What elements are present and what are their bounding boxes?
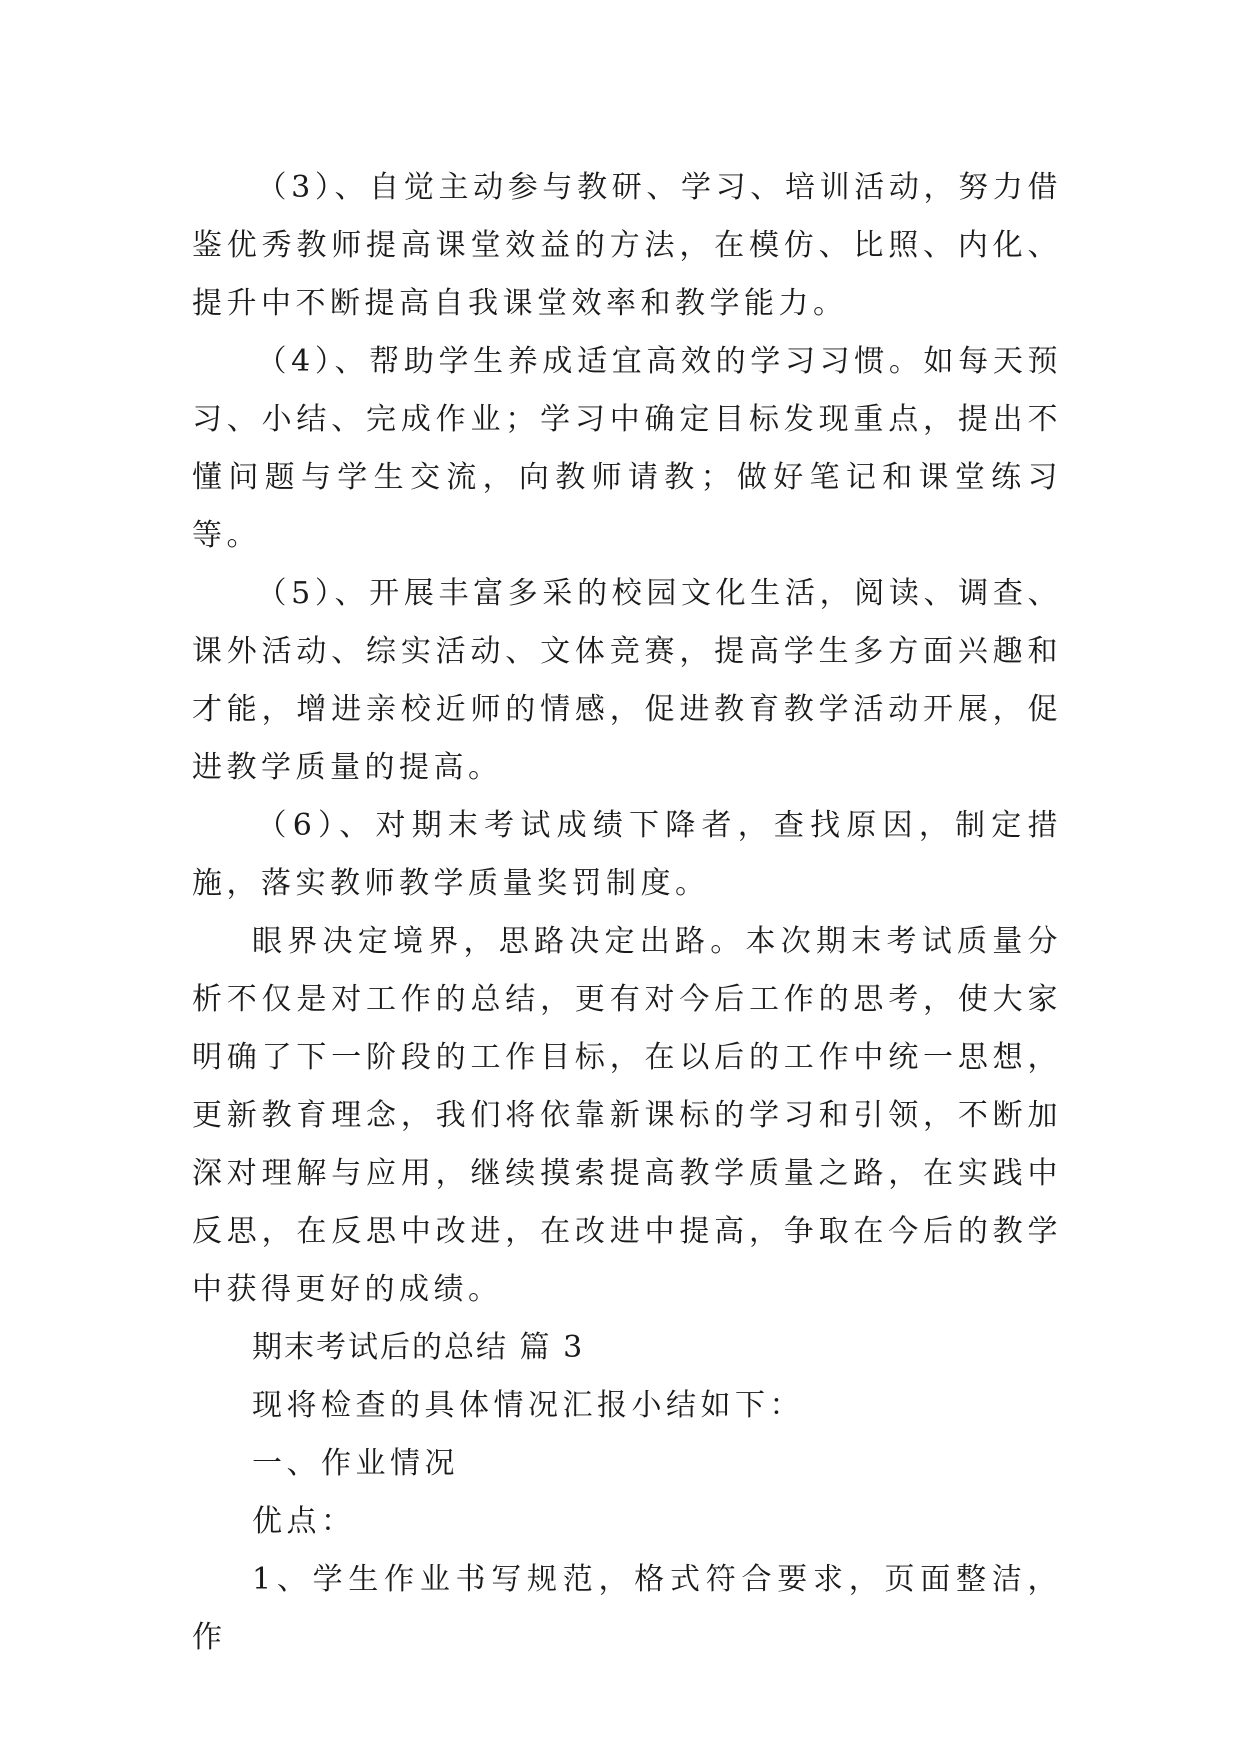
paragraph-intro: 现将检查的具体情况汇报小结如下： <box>252 1388 804 1423</box>
paragraph-item-6: （6）、对期末考试成绩下降者，查找原因，制定措施，落实教师教学质量奖罚制度。 <box>192 808 1062 901</box>
paragraph-item-4: （4）、帮助学生养成适宜高效的学习习惯。如每天预习、小结、完成作业；学习中确定目标发现重点，提出不懂问题与学生交流，向教师请教；做好笔记和课堂练习等。 <box>192 344 1062 553</box>
paragraph-item-5: （5）、开展丰富多采的校园文化生活，阅读、调查、课外活动、综实活动、文体竞赛，提高学生多方面兴趣和才能，增进亲校近师的情感，促进教育教学活动开展，促进教学质量的提高。 <box>192 576 1062 785</box>
section-title: 期末考试后的总结 篇 3 <box>252 1330 585 1365</box>
heading-homework: 一、作业情况 <box>252 1446 459 1481</box>
paragraph-item-3: （3）、自觉主动参与教研、学习、培训活动，努力借鉴优秀教师提高课堂效益的方法，在模仿、比照、内化、提升中不断提高自我课堂效率和教学能力。 <box>192 170 1062 321</box>
document-body <box>192 159 1062 1667</box>
list-item-1: 1、学生作业书写规范，格式符合要求，页面整洁，作 <box>192 1562 1062 1655</box>
label-merits: 优点： <box>252 1504 356 1539</box>
paragraph-conclusion: 眼界决定境界，思路决定出路。本次期末考试质量分析不仅是对工作的总结，更有对今后工作的思考，使大家明确了下一阶段的工作目标，在以后的工作中统一思想，更新教育理念，我们将依靠新课标的学习和引领，不断加深对理解与应用，继续摸索提高教学质量之路，在实践中反思，在反思中改进，在改进中提高，争取在今后的教学中获得更好的成绩。 <box>192 924 1062 1307</box>
